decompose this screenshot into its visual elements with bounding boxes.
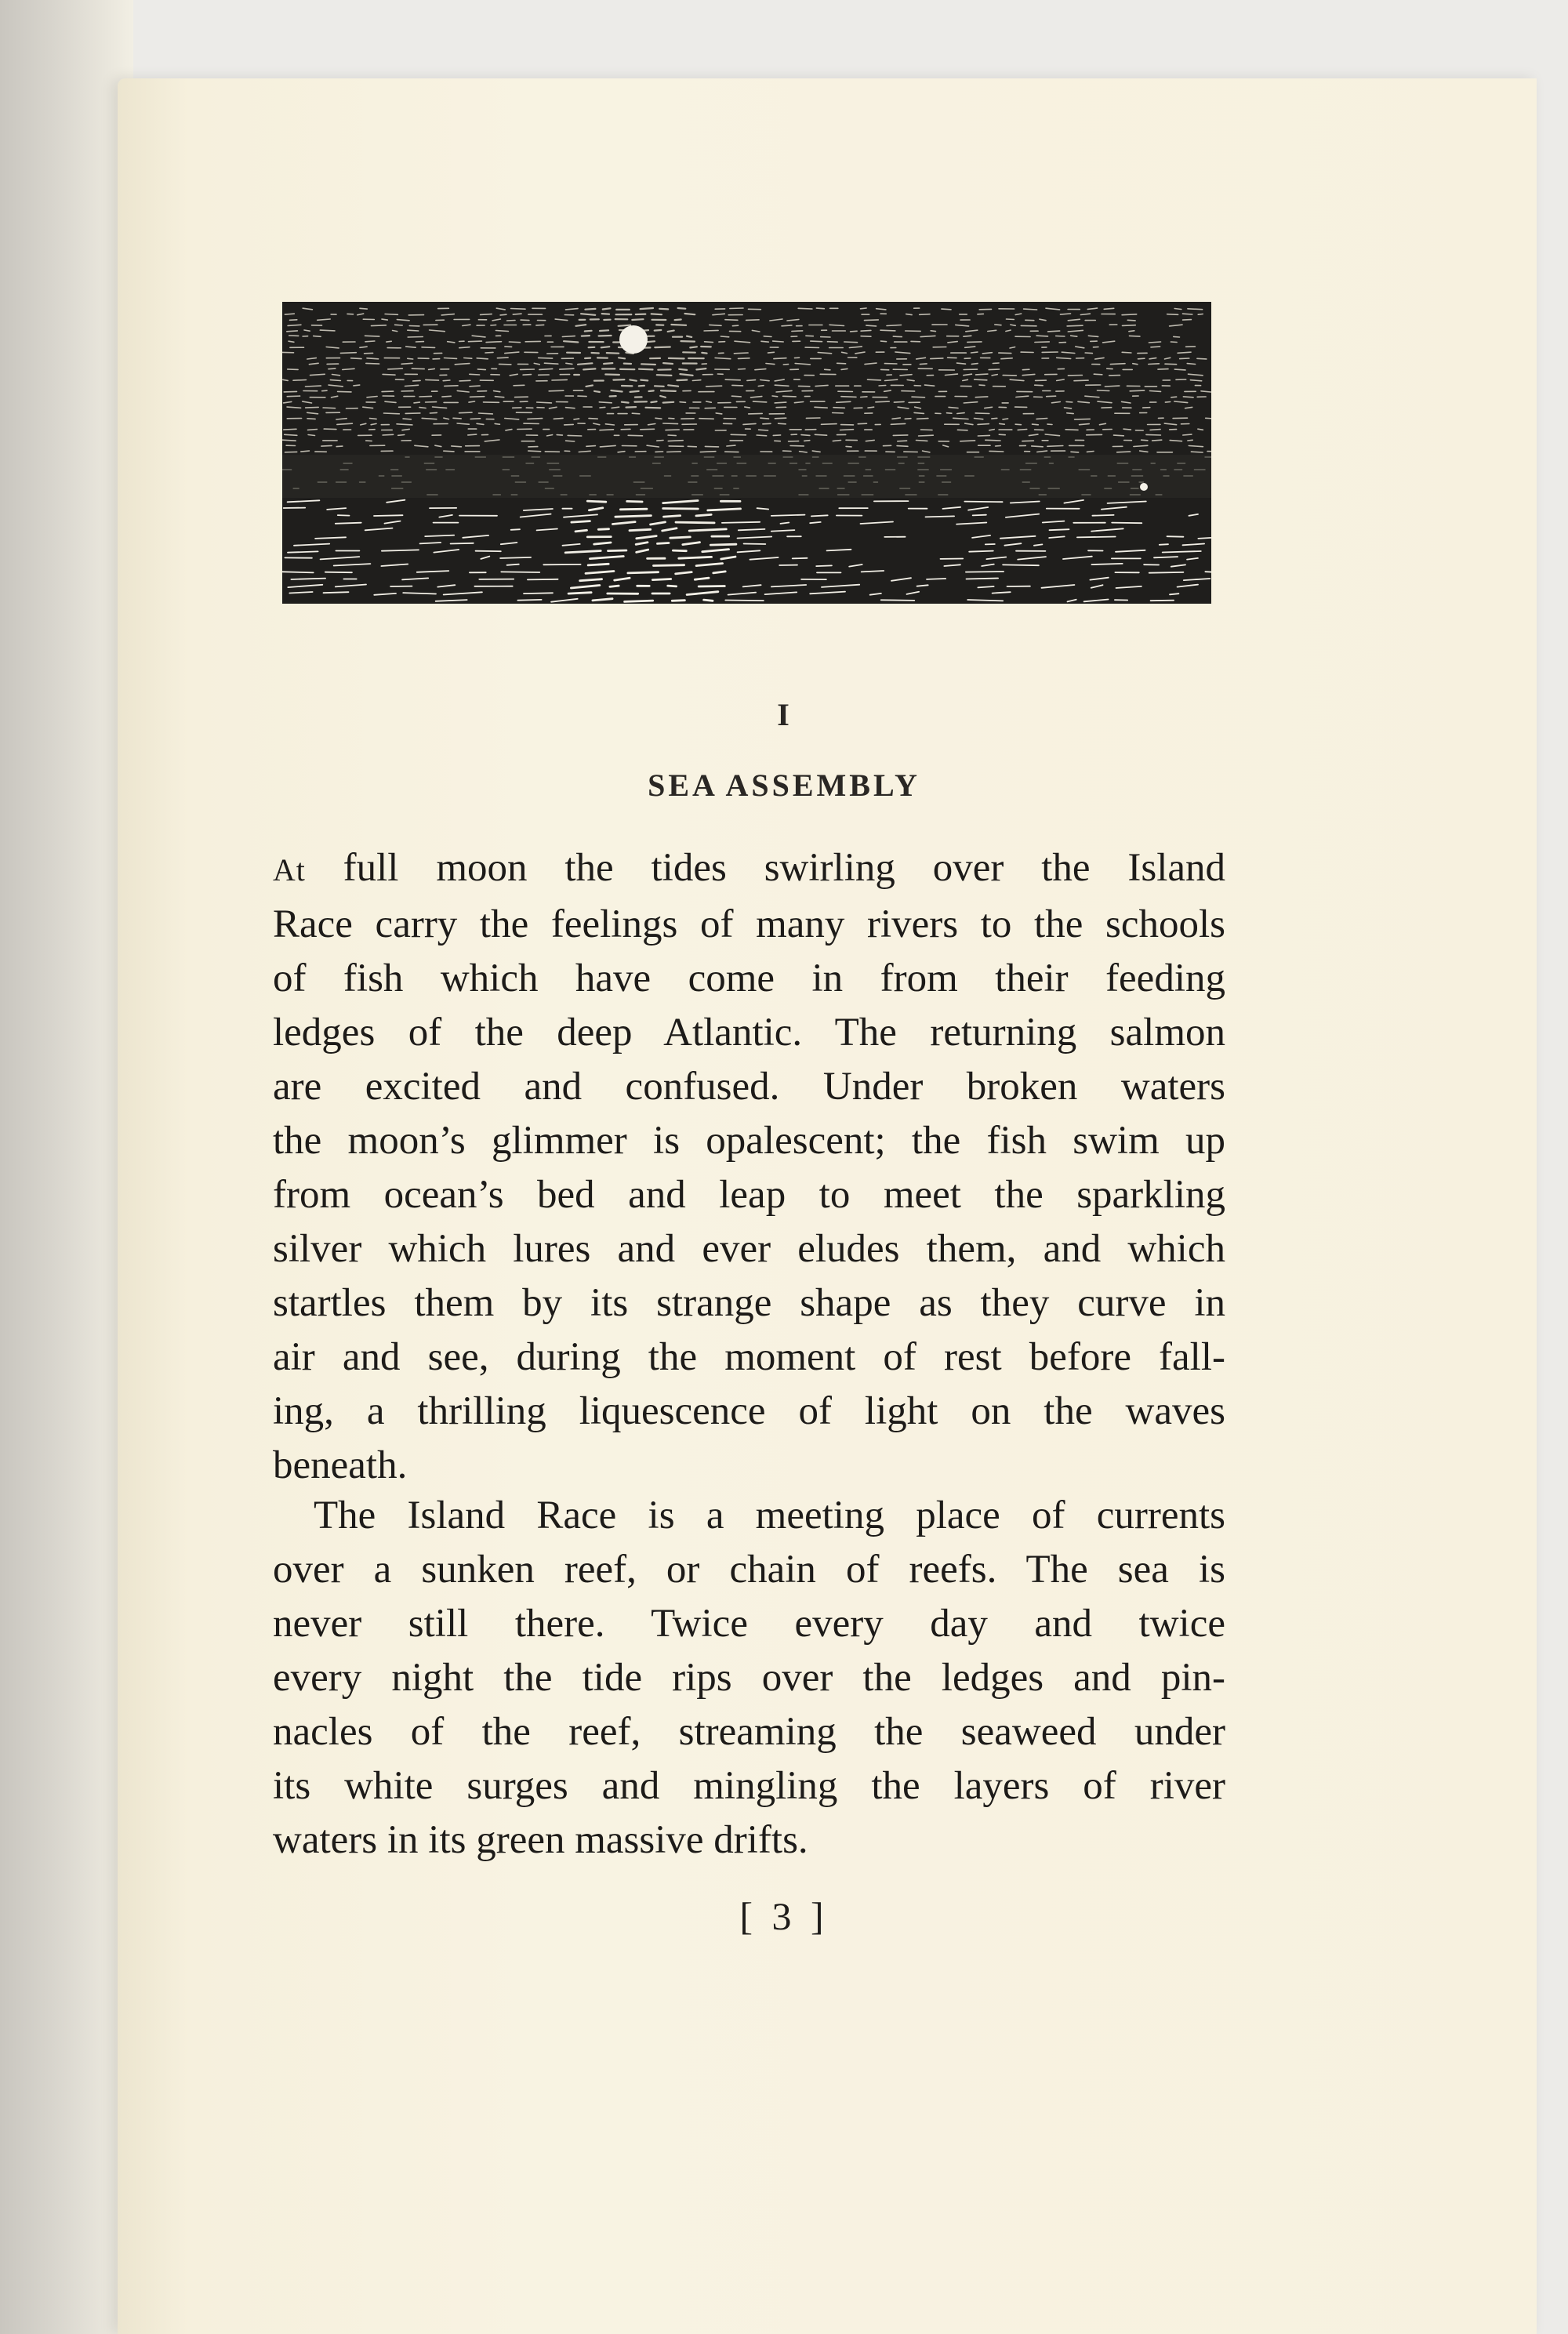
lead-in-small-caps: At xyxy=(273,853,306,888)
text-line: startles them by its strange shape as they curve in xyxy=(273,1281,1225,1325)
woodcut-graphic xyxy=(282,302,1211,604)
text-line: ing, a thrilling liquescence of light on the waves xyxy=(273,1389,1225,1433)
text-line: its white surges and mingling the layers of river xyxy=(273,1764,1225,1808)
text-line: ledges of the deep Atlantic. The returning salmon xyxy=(273,1011,1225,1054)
text-line: are excited and confused. Under broken waters xyxy=(273,1065,1225,1109)
text-line: At full moon the tides swirling over the Island xyxy=(273,846,1225,890)
text-line: air and see, during the moment of rest before fall- xyxy=(273,1335,1225,1379)
text-line: waters in its green massive drifts. xyxy=(273,1818,808,1862)
text-line: every night the tide rips over the ledges and pin- xyxy=(273,1656,1225,1700)
text-line: nacles of the reef, streaming the seaweed under xyxy=(273,1710,1225,1754)
text-line: the moon’s glimmer is opalescent; the fish swim up xyxy=(273,1119,1225,1163)
text-line: never still there. Twice every day and twice xyxy=(273,1602,1225,1646)
book-gutter xyxy=(0,0,133,2334)
paragraph-2 xyxy=(273,1489,1225,1868)
text-line: beneath. xyxy=(273,1443,408,1487)
chapter-title: SEA ASSEMBLY xyxy=(648,768,920,803)
moonlit-sea-woodcut xyxy=(282,302,1211,604)
page-number: [ 3 ] xyxy=(739,1894,829,1938)
paragraph-1 xyxy=(273,841,1225,1493)
text-line: of fish which have come in from their feeding xyxy=(273,956,1225,1000)
moon-icon xyxy=(619,325,648,354)
text-line: Race carry the feelings of many rivers to the schools xyxy=(273,902,1225,946)
text-line: from ocean’s bed and leap to meet the sparkling xyxy=(273,1173,1225,1217)
text-line: The Island Race is a meeting place of currents xyxy=(314,1494,1225,1537)
text-line: over a sunken reef, or chain of reefs. The sea is xyxy=(273,1548,1225,1592)
text-line: silver which lures and ever eludes them, and which xyxy=(273,1227,1225,1271)
chapter-number: I xyxy=(777,697,791,732)
